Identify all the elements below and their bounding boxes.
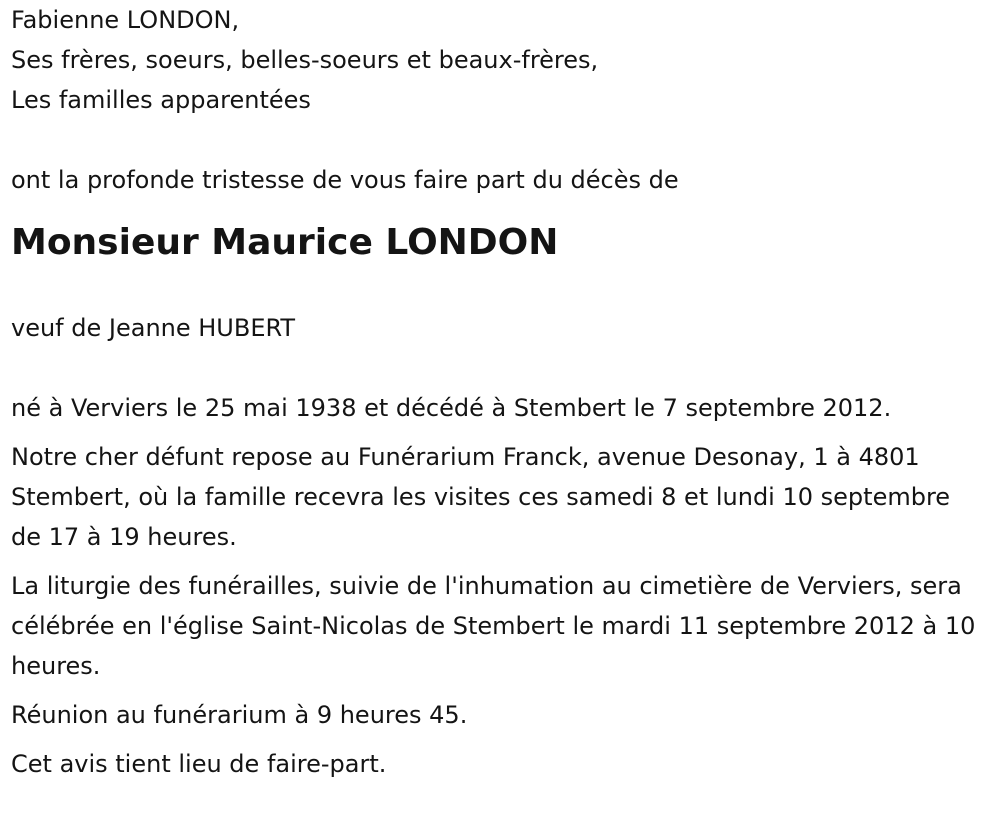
deceased-name: Monsieur Maurice LONDON [11,222,559,263]
spacer [11,348,991,388]
family-line-siblings: Ses frères, soeurs, belles-soeurs et beaux-frères, [11,46,599,74]
family-line-relatives: Les familles apparentées [11,86,311,114]
meeting-paragraph: Réunion au funérarium à 9 heures 45. [11,701,468,729]
visitation-paragraph: Notre cher défunt repose au Funérarium Franck, avenue Desonay, 1 à 4801 Stembert, où la famille recevra les visites ces samedi 8 et lundi 10 septembre de 17 à 19 heures. [11,443,951,551]
closing-paragraph: Cet avis tient lieu de faire-part. [11,750,387,778]
birth-death-paragraph: né à Verviers le 25 mai 1938 et décédé à Stembert le 7 septembre 2012. [11,394,892,422]
spacer [11,120,991,160]
family-line-spouse: Fabienne LONDON, [11,6,240,34]
obituary-notice [11,0,991,784]
announcement-text: ont la profonde tristesse de vous faire part du décès de [11,166,679,194]
widower-of-text: veuf de Jeanne HUBERT [11,314,296,342]
spacer [11,268,991,308]
funeral-paragraph: La liturgie des funérailles, suivie de l'inhumation au cimetière de Verviers, sera célébrée en l'église Saint-Nicolas de Stembert le mardi 11 septembre 2012 à 10 heures. [11,572,976,680]
